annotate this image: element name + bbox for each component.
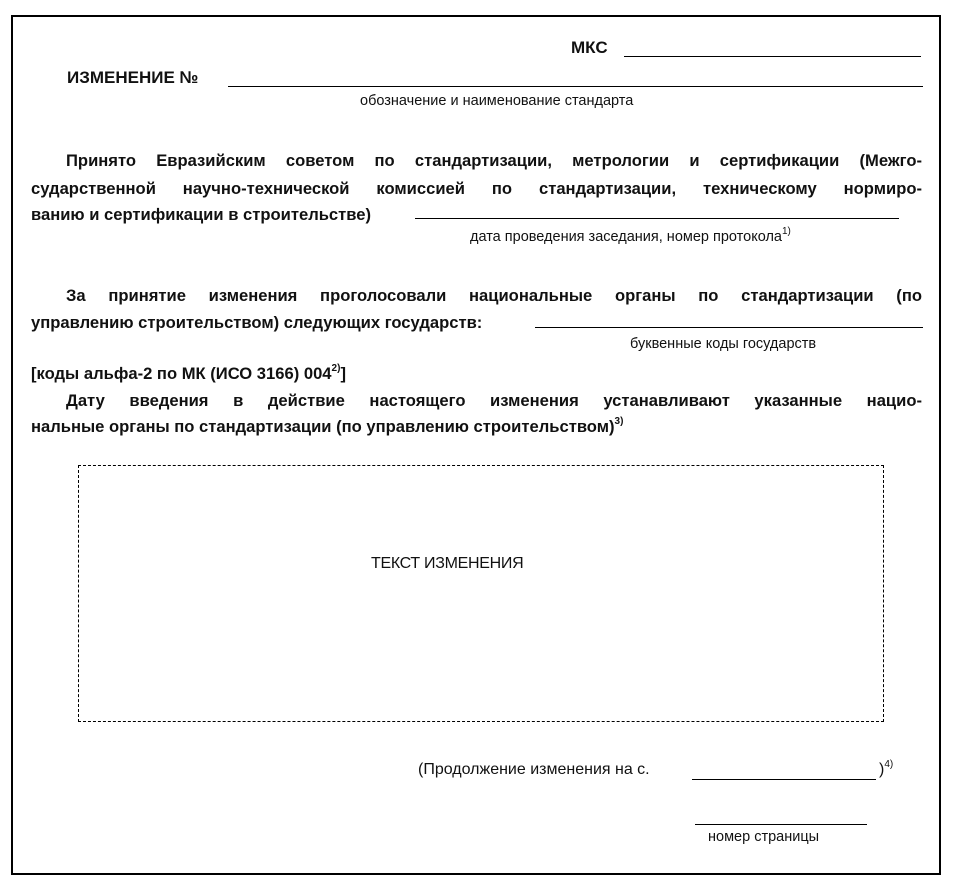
continuation-close: )$^{4)}$ — [879, 758, 894, 778]
adoption-line-2: сударственной научно-технической комиссией по стандартизации, техническому нормиро- — [31, 179, 922, 198]
continuation-page-line — [692, 779, 876, 780]
footnote-1: 1) — [781, 226, 791, 238]
continuation-text: (Продолжение изменения на с. — [418, 761, 650, 778]
change-text-label: ТЕКСТ ИЗМЕНЕНИЯ — [371, 555, 524, 572]
effective-line-2: нальные органы по стандартизации (по управлению строительством)$^{3)}$ — [31, 416, 624, 436]
votes-caption: буквенные коды государств — [630, 336, 817, 352]
mks-label: МКС — [571, 38, 608, 57]
change-text-box — [78, 465, 884, 722]
footnote-3: 3) — [614, 416, 624, 428]
mks-field-line — [624, 56, 921, 57]
alpha-codes-note: [коды альфа-2 по МК (ИСО 3166) 004$^{2)}$] — [31, 363, 346, 383]
adoption-line-1: Принято Евразийским советом по стандартизации, метрологии и сертификации (Межго- — [66, 151, 922, 170]
page-number-caption: номер страницы — [708, 829, 820, 845]
form-border — [11, 15, 941, 875]
adoption-date-line — [415, 218, 899, 219]
votes-line-1: За принятие изменения проголосовали национальные органы по стандартизации (по — [66, 286, 922, 305]
votes-states-line — [535, 327, 923, 328]
change-field-line — [228, 86, 923, 87]
votes-line-2: управлению строительством) следующих государств: — [31, 313, 483, 332]
footnote-2: 2) — [331, 363, 341, 375]
change-number-label: ИЗМЕНЕНИЕ № — [67, 68, 199, 87]
page-number-line — [695, 824, 867, 825]
adoption-line-3: ванию и сертификации в строительстве) — [31, 205, 372, 224]
standard-caption: обозначение и наименование стандарта — [360, 93, 634, 109]
footnote-4: 4) — [884, 758, 894, 770]
adoption-caption: дата проведения заседания, номер протокола$^{1)}$ — [470, 226, 791, 245]
effective-line-1: Дату введения в действие настоящего изменения устанавливают указанные нацио- — [66, 391, 922, 410]
